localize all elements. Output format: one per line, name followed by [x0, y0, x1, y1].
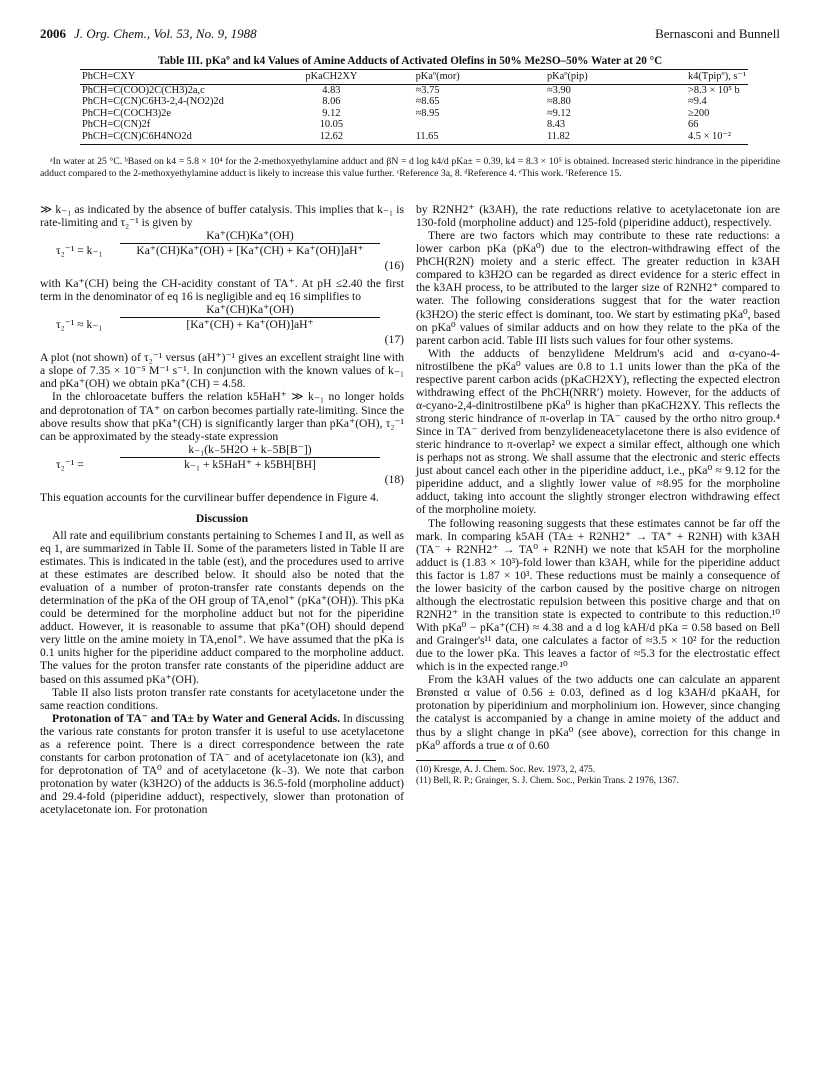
paragraph: This equation accounts for the curvilinear buffer dependence in Figure 4. [40, 490, 379, 504]
column-header: pKaCH2XY [283, 70, 379, 85]
footnotes [416, 764, 780, 786]
paragraph: There are two factors which may contribute to these rate reductions: a lower carbon pKa (pKa⁰) due to the electron-withdrawing effect of the PhCH(R2N) moiety and a steric effect. The greater reduction in k3AH compared to k3H2O can be regarded as direct evidence for a steric effect in the k3AH process, to be attributed to the larger size of R2NH2⁺ compared to water. The following considerations suggest that for the water reaction (k3H2O) the steric effect is dominant, too. We start by estimating pKa⁰, based on pKa⁰ values of similar adducts and on how they relate to the pKa of the parent carbon acid. Table III lists such values for four other systems. [416, 229, 780, 347]
equation-lhs: τ₂⁻¹ = [56, 457, 84, 471]
paragraph: All rate and equilibrium constants pertaining to Schemes I and II, as well as eq 1, are summarized in Table II. Some of the parameters listed in Table II are estimates. This is indicated in the table (est), and the procedures used to arrive at these estimates are described below. It should also be noted that the evaluation of a number of proton-transfer rate constants depends on the determination of the pKa of the OH group of TA,enol⁺ (pKa⁺(OH)). This pKa could be determined for the morpholine adduct but not for the piperidine adduct. However, it is reasonable to assume that pKa⁺(OH) should depend very little on the amine moiety in TA,enol⁺. We have assumed that the pKa is 0.1 units higher for the piperidine adduct compared to the morpholine adduct. The values for the proton transfer rate constants of the piperidine adduct are based on this assumed pKa⁺(OH). [40, 528, 404, 686]
table-row [80, 119, 748, 131]
table-cell: ≥200 [688, 107, 710, 119]
table-cell: 4.5 × 10⁻² [648, 131, 748, 144]
table-cell: PhCH=C(CN)C6H3-2,4-(NO2)2d [82, 96, 224, 108]
data-table [80, 69, 748, 145]
table-cell: 11.82 [513, 131, 648, 144]
table-cell: PhCH=C(CN)2f [82, 119, 151, 131]
equation-numerator: Ka⁺(CH)Ka⁺(OH) [120, 303, 380, 318]
equation-16 [40, 229, 404, 277]
column-header: pKaº(pip) [513, 70, 648, 85]
table-cell: 8.06 [322, 96, 341, 108]
table-row [80, 108, 748, 120]
paragraph: The following reasoning suggests that these estimates cannot be far off the mark. In comparing k5AH (TA± + R2NH2⁺ → TA⁺ + R2NH) with k3AH (TA⁻ + R2NH2⁺ → TA⁰ + R2NH) we note that k5AH for the morpholine adduct is (1.83 × 10³)-fold lower than k3AH, while for the piperidine adduct this factor is 1.87 × 10³. These reductions must be mainly a consequence of the lower basicity of the carbon caused by the positive charge on nitrogen although the electrostatic repulsion between this positive charge and that on R2NH2⁺ in the transition state is expected to contribute to this reduction.¹⁰ With pKa⁰ − pKa⁺(CH) ≈ 4.38 and a d log kAH/d pKa = 0.58 based on Bell and Grainger's¹¹ data, one calculates a factor of ≈3.5 × 10² for the reduction due to the lower pKa. This leaves a factor of ≈5.3 for the electrostatic effect which is in the expected range.¹⁰ [416, 516, 780, 674]
table-cell: 4.83 [322, 84, 341, 96]
equation-number: (17) [384, 333, 404, 347]
equation-lhs: τ₂⁻¹ ≈ k₋₁ [56, 318, 103, 332]
paragraph: ≫ k₋₁ as indicated by the absence of buffer catalysis. This implies that k₋₁ is rate-limiting and τ₂⁻¹ is given by [40, 203, 404, 230]
equation-numerator: k₋₁(k₋5H2O + k₋5B[B⁻]) [120, 443, 380, 458]
table-cell: 11.65 [380, 131, 513, 144]
running-header [40, 26, 780, 44]
run-in-heading: Protonation of TA⁻ and TA± by Water and General Acids. [52, 711, 341, 725]
left-column [40, 203, 404, 816]
table-cell: ≈8.95 [415, 107, 440, 119]
column-header: PhCH=CXY [80, 70, 283, 85]
equation-fraction [120, 229, 380, 257]
footnote: (11) Bell, R. P.; Grainger, S. J. Chem. Soc., Perkin Trans. 2 1976, 1367. [416, 774, 679, 785]
column-header: pKaº(mor) [380, 70, 513, 85]
table-row [80, 131, 748, 144]
section-heading: Discussion [195, 511, 249, 525]
paragraph: From the k3AH values of the two adducts one can calculate an apparent Brønsted α value of 0.56 ± 0.03, defined as d log k3AH/d pKaAH, for protonation by piperidinium and morpholinium ion. However, since changing the catalyst is accompanied by a change in amine moiety of the adduct and thus by a slight change in pKa⁰ (see above), correction for this change in pKa⁰ affords a true α of 0.60 [416, 673, 780, 752]
footnote: (10) Kresge, A. J. Chem. Soc. Rev. 1973, 2, 475. [416, 763, 596, 774]
equation-number: (18) [384, 472, 404, 486]
table-cell [380, 119, 513, 131]
equation-number: (16) [384, 259, 404, 273]
table-cell: 12.62 [283, 131, 379, 144]
table-cell: ≈9.12 [546, 107, 571, 119]
table-cell: 8.43 [546, 119, 566, 131]
equation-denominator: [Ka⁺(CH) + Ka⁺(OH)]aH⁺ [186, 318, 314, 332]
equation-denominator: Ka⁺(CH)Ka⁺(OH) + [Ka⁺(CH) + Ka⁺(OH)]aH⁺ [136, 244, 364, 258]
page-number: 2006 [40, 26, 66, 41]
table-cell: ≈9.4 [688, 96, 707, 108]
paragraph: A plot (not shown) of τ₂⁻¹ versus (aH⁺)⁻¹ gives an excellent straight line with a slope of 7.35 × 10⁻⁵ M⁻¹ s⁻¹. In conjunction with the known values of k₋₁ and pKa⁺(OH) we obtain pKa⁺(CH) = 4.58. [40, 351, 404, 391]
paragraph: In the chloroacetate buffers the relation k5HaH⁺ ≫ k₋₁ no longer holds and deprotonation of TA⁺ on carbon becomes partially rate-limiting. Since the above results show that pKa⁺(CH) is significantly larger than pKa⁺(OH), τ₂⁻¹ can be approximated by the steady-state expression [40, 390, 404, 443]
equation-fraction [120, 303, 380, 331]
paragraph: with Ka⁺(CH) being the CH-acidity constant of TA⁺. At pH ≤2.40 the first term in the denominator of eq 16 is negligible and eq 16 simplifies to [40, 277, 404, 304]
table-row [80, 84, 748, 96]
table-row [80, 96, 748, 108]
equation-18 [40, 443, 404, 491]
table-cell: ≈3.75 [415, 84, 440, 96]
right-column [416, 203, 780, 786]
table-cell: 10.05 [319, 119, 344, 131]
paragraph: Table II also lists proton transfer rate constants for acetylacetone under the same reaction conditions. [40, 685, 404, 712]
table-cell: PhCH=C(COO)2C(CH3)2a,c [82, 84, 205, 96]
equation-lhs: τ₂⁻¹ = k₋₁ [56, 244, 103, 258]
footnote-rule [416, 760, 496, 761]
table-cell: ≈8.80 [546, 96, 571, 108]
equation-17 [40, 303, 404, 351]
paragraph: by R2NH2⁺ (k3AH), the rate reductions relative to acetylacetonate ion are 130-fold (morpholine adduct) and 125-fold (piperidine adduct), respectively. [416, 203, 780, 230]
table-footnote: ᵃIn water at 25 °C. ᵇBased on k4 = 5.8 × 10⁴ for the 2-methoxyethylamine adduct and βN = d log k4/d pKa± = 0.39, k4 = 8.3 × 10⁵ is obtained. Increased steric hindrance in the piperidine adduct compared to the 2-methoxyethylamine adduct is likely to increase this value further. ᶜReference 3a, 8. ᵈReference 4. ᵉThis work. ᶠReference 15. [40, 156, 780, 179]
table-cell: PhCH=C(CN)C6H4NO2d [80, 131, 283, 144]
table-header-row [80, 70, 748, 85]
table-cell: ≈8.65 [415, 96, 440, 108]
equation-numerator: Ka⁺(CH)Ka⁺(OH) [120, 229, 380, 244]
table-caption: Table III. pKaº and k4 Values of Amine Adducts of Activated Olefins in 50% Me2SO–50% Water at 20 °C [157, 55, 663, 67]
paragraph-text: In discussing the various rate constants for proton transfer it is useful to use acetylacetone as a reference point. There is a direct correspondence between the rate constants for carbon protonation of TA⁻ and of acetylacetonate ion (k3), and for deprotonation of TA⁰ and of acetylacetone (k₋3). We note that carbon protonation by water (k3H2O) of the adducts is 36.5-fold (morpholine adduct) and 29.4-fold (piperidine adduct), respectively, slower than protonation of acetylacetonate ion. For protonation [40, 711, 404, 817]
table-cell: 9.12 [322, 107, 341, 119]
journal-citation: J. Org. Chem., Vol. 53, No. 9, 1988 [74, 26, 257, 41]
running-authors: Bernasconi and Bunnell [655, 26, 780, 41]
paragraph: With the adducts of benzylidene Meldrum's acid and α-cyano-4-nitrostilbene the pKa⁰ values are 0.8 to 1.1 units lower than the pKa of the respective parent carbon acids (pKaCH2XY), reflecting the expected electron withdrawing effect of the PhCH(NRR′) moiety. However, for the adducts of α-cyano-2,4-dinitrostilbene pKa⁰ is higher than pKaCH2XY. This reflects the strong steric hindrance of π-overlap in TA⁻ caused by the ortho nitro group.⁴ Since in TA⁻ derived from benzylideneacetylacetone there is also evidence of steric hindrance to π-overlap² we expect a similar effect, although one which is perhaps not as strong. We shall assume that the electronic and steric effects just about cancel each other in the piperidine adduct, i.e., pKa⁰ ≈ 9.12 for the piperidine adduct, and a slightly lower value of ≈8.95 for the morpholine adduct, taking into account the slightly stronger electron withdrawing effect of the morpholine moiety. [416, 346, 780, 517]
column-header: k4(Tpipº), s⁻¹ [648, 70, 748, 85]
equation-denominator: k₋₁ + k5HaH⁺ + k5BH[BH] [184, 457, 316, 471]
table-cell: ≈3.90 [546, 84, 571, 96]
table-cell: PhCH=C(COCH3)2e [82, 107, 171, 119]
equation-fraction [120, 443, 380, 471]
paragraph [40, 712, 404, 817]
table-cell: >8.3 × 10⁵ b [688, 84, 740, 96]
table-cell: 66 [688, 119, 699, 131]
